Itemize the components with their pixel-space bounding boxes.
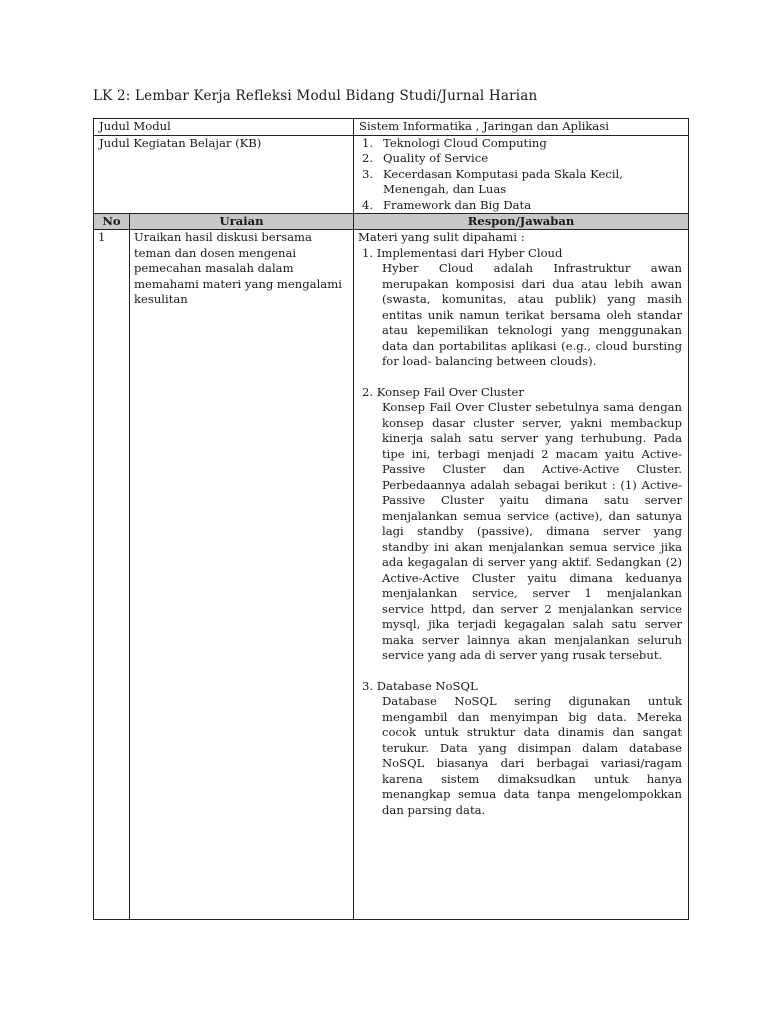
respon-intro: Materi yang sulit dipahami :	[358, 230, 525, 244]
judul-kb-list-cell	[354, 135, 689, 214]
respon-item-body: Hyber Cloud adalah Infrastruktur awan merupakan komposisi dari dua atau lebih awan (swasta, komunitas, atau publik) yang masih entitas unik namun terikat bersama oleh standar atau kepemilikan teknologi yang menggunakan data dan portabilitas aplikasi (e.g., cloud bursting for load- balancing between clouds).	[382, 261, 683, 368]
judul-modul-label: Judul Modul	[94, 119, 354, 136]
row-judul-modul	[94, 119, 689, 136]
spacer	[358, 664, 684, 679]
header-no: No	[94, 214, 130, 230]
table-row	[94, 230, 689, 920]
kb-list	[359, 136, 684, 214]
table-header-row	[94, 214, 689, 230]
document-title: LK 2: Lembar Kerja Refleksi Modul Bidang Studi/Jurnal Harian	[93, 88, 538, 104]
respon-item-heading: 2. Konsep Fail Over Cluster	[362, 384, 524, 399]
header-uraian: Uraian	[130, 214, 354, 230]
respon-item-heading: 3. Database NoSQL	[362, 678, 478, 693]
uraian-cell: Uraikan hasil diskusi bersama teman dan dosen mengenai pemecahan masalah dalam memahami materi yang mengalami kesulitan	[130, 230, 354, 920]
judul-kb-label: Judul Kegiatan Belajar (KB)	[94, 135, 354, 214]
respon-cell	[354, 230, 689, 920]
respon-item-body: Konsep Fail Over Cluster sebetulnya sama dengan konsep dasar cluster server, yakni membackup kinerja salah satu server yang terhubung. Pada tipe ini, terbagi menjadi 2 macam yaitu Active-Passive Cluster dan Active-Active Cluster. Perbedaannya adalah sebagai berikut : (1) Active-Passive Cluster yaitu dimana satu server menjalankan semua service (active), dan satunya lagi standby (passive), dimana server yang standby ini akan menjalankan semua service jika ada kegagalan di server yang aktif. Sedangkan (2) Active-Active Cluster yaitu dimana keduanya menjalankan service, server 1 menjalankan service httpd, dan server 2 menjalankan service mysql, jika terjadi kegagalan salah satu server maka server lainnya akan menjalankan seluruh service yang ada di server yang rusak tersebut.	[382, 400, 683, 662]
kb-list-item: 1. Teknologi Cloud Computing	[362, 135, 547, 150]
respon-item-body: Database NoSQL sering digunakan untuk mengambil dan menyimpan big data. Mereka cocok untuk struktur data dinamis dan sangat terukur. Data yang disimpan dalam database NoSQL biasanya dari berbagai variasi/ragam karena sistem dimaksudkan untuk hanya menangkap semua data tanpa mengelompokkan dan parsing data.	[382, 694, 683, 817]
kb-list-item: 4. Framework dan Big Data	[362, 197, 532, 212]
row-number: 1	[94, 230, 130, 920]
kb-list-item: 2. Quality of Service	[362, 151, 489, 165]
row-judul-kb	[94, 135, 689, 214]
spacer	[358, 370, 684, 385]
worksheet-table	[93, 118, 689, 920]
judul-modul-value: Sistem Informatika , Jaringan dan Aplikasi	[354, 119, 689, 136]
header-respon: Respon/Jawaban	[354, 214, 689, 230]
kb-list-item: 3. Kecerdasan Komputasi pada Skala Kecil, Menengah, dan Luas	[362, 166, 623, 196]
respon-item-heading: 1. Implementasi dari Hyber Cloud	[362, 245, 563, 260]
